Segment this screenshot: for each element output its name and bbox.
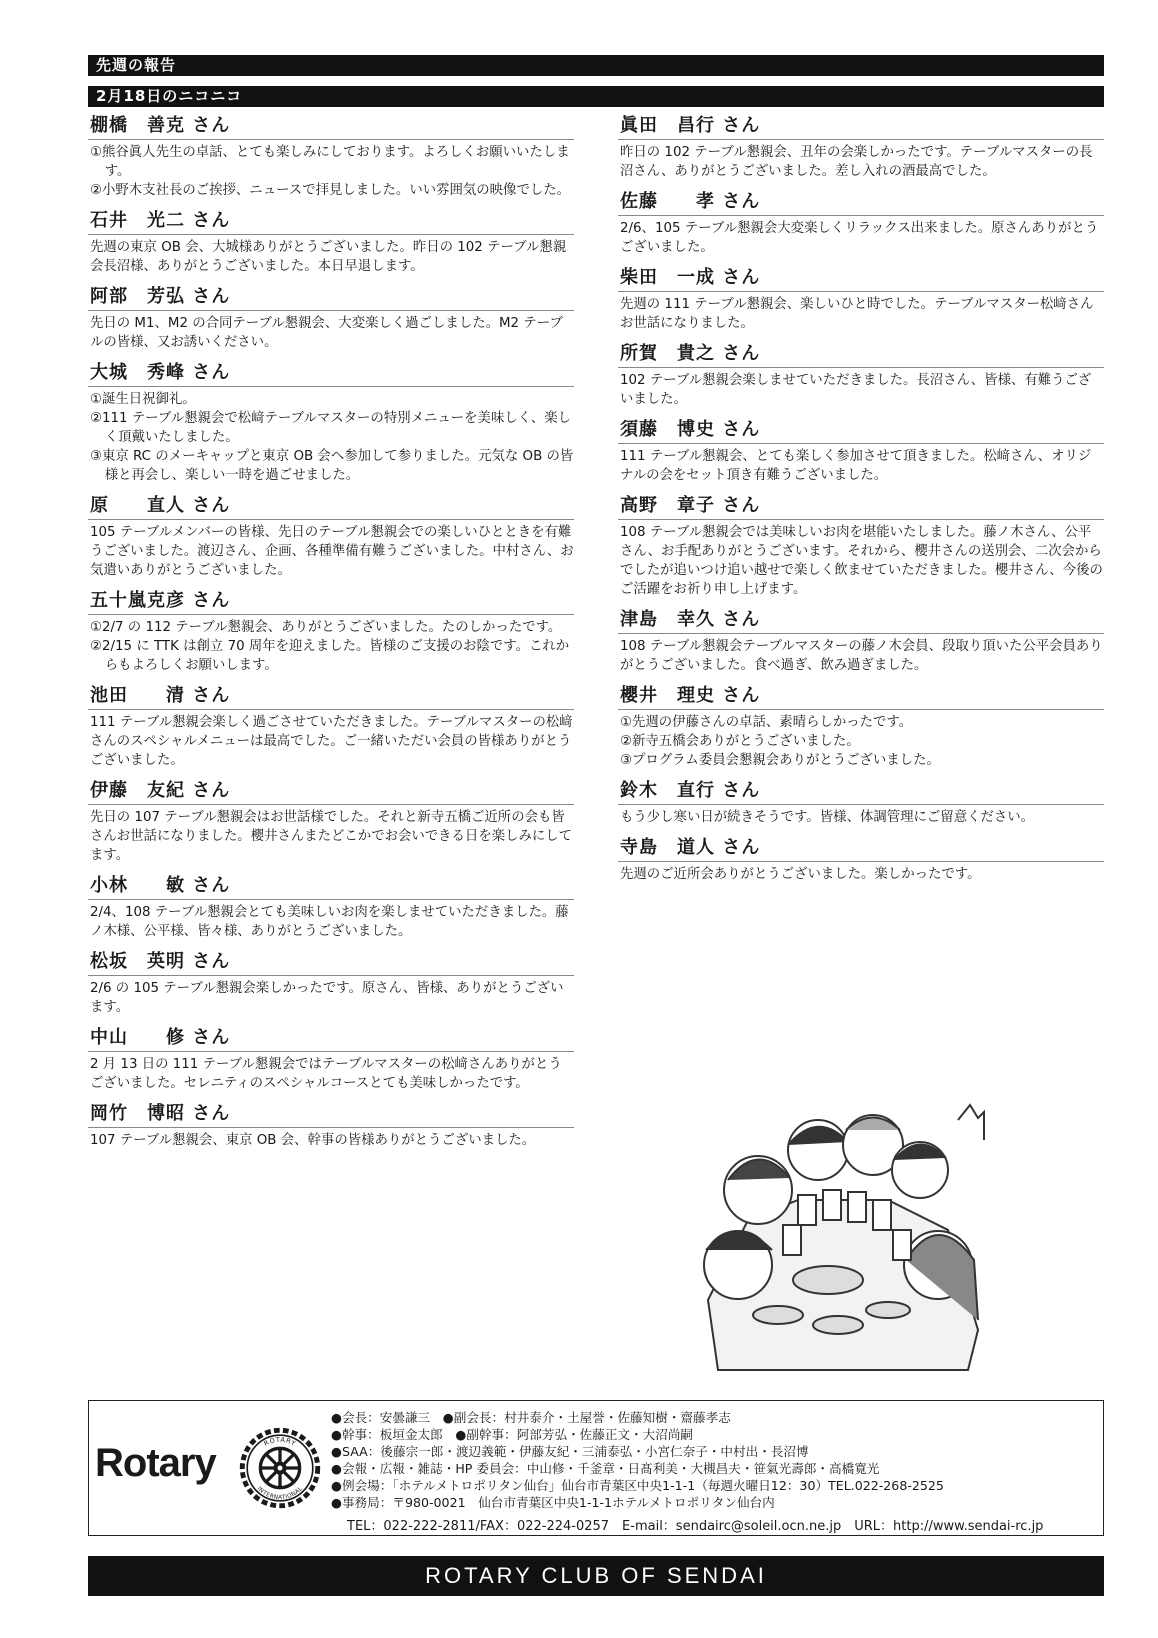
member-message xyxy=(88,903,574,941)
left-column xyxy=(88,113,574,1158)
info-line: ●幹事：板垣金太郎 ●副幹事：阿部芳弘・佐藤正文・大沼尚嗣 xyxy=(331,1427,694,1442)
message-line: 先日の M1、M2 の合同テーブル懇親会、大変楽しく過ごしました。M2 テーブルの皆様、又お誘いください。 xyxy=(90,316,563,350)
rotary-wheel-icon xyxy=(239,1427,321,1509)
message-line: 先週のご近所会ありがとうございました。楽しかったです。 xyxy=(620,867,981,882)
member-name: 鈴木 直行 さん xyxy=(618,778,1104,805)
nikoniko-entry xyxy=(88,778,574,865)
message-line: 108 テーブル懇親会では美味しいお肉を堪能いたしました。藤ノ木さん、公平さん、お手配ありがとうございます。それから、櫻井さんの送別会、二次会からでしたが追いつけ追い越せで楽しく飲ませていただきました。櫻井さん、今後のご活躍をお祈り申し上げます。 xyxy=(620,525,1103,597)
nikoniko-entry xyxy=(88,493,574,580)
message-line: 107 テーブル懇親会、東京 OB 会、幹事の皆様ありがとうございました。 xyxy=(90,1133,536,1148)
message-line: 2 月 13 日の 111 テーブル懇親会ではテーブルマスターの松﨑さんありがとうございました。セレニティのスペシャルコースとても美味しかったです。 xyxy=(90,1057,562,1091)
nikoniko-entry xyxy=(88,1101,574,1150)
nikoniko-entry xyxy=(618,835,1104,884)
member-name: 櫻井 理史 さん xyxy=(618,683,1104,710)
toast-illustration xyxy=(688,1100,988,1380)
message-line: もう少し寒い日が続きそうです。皆様、体調管理にご留意ください。 xyxy=(620,810,1035,825)
message-line: 2/4、108 テーブル懇親会とても美味しいお肉を楽しませていただきました。藤ノ木様、公平様、皆々様、ありがとうございました。 xyxy=(90,905,569,939)
member-name: 津島 幸久 さん xyxy=(618,607,1104,634)
nikoniko-entry xyxy=(88,683,574,770)
member-name: 池田 清 さん xyxy=(88,683,574,710)
nikoniko-entry xyxy=(618,189,1104,257)
nikoniko-entry xyxy=(88,1025,574,1093)
message-line: ③東京 RC のメーキャップと東京 OB 会へ参加して参りました。元気な OB の皆様と再会し、楽しい一時を過ごせました。 xyxy=(90,449,574,483)
section-title: 先週の報告 xyxy=(96,56,177,74)
member-name: 中山 修 さん xyxy=(88,1025,574,1052)
member-name: 寺島 道人 さん xyxy=(618,835,1104,862)
member-name: 眞田 昌行 さん xyxy=(618,113,1104,140)
message-line: 102 テーブル懇親会楽しませていただきました。長沼さん、皆様、有難うございました。 xyxy=(620,373,1092,407)
member-message xyxy=(88,143,574,200)
member-message xyxy=(88,808,574,865)
message-line: ①先週の伊藤さんの卓話、素晴らしかったです。 xyxy=(620,715,913,730)
info-line: ●会報・広報・雑誌・HP 委員会：中山修・千釜章・日髙利美・大槻昌夫・笹氣光壽郎・高橋寛光 xyxy=(331,1461,880,1476)
message-line: 2/6 の 105 テーブル懇親会楽しかったです。原さん、皆様、ありがとうございます。 xyxy=(90,981,564,1015)
message-line: ②111 テーブル懇親会で松﨑テーブルマスターの特別メニューを美味しく、楽しく頂戴いたしました。 xyxy=(90,411,572,445)
member-name: 岡竹 博昭 さん xyxy=(88,1101,574,1128)
message-line: ①2/7 の 112 テーブル懇親会、ありがとうございました。たのしかったです。 xyxy=(90,620,562,635)
nikoniko-entry xyxy=(88,873,574,941)
message-line: ②小野木支社長のご挨拶、ニュースで拝見しました。いい雰囲気の映像でした。 xyxy=(90,183,571,198)
nikoniko-entry xyxy=(618,265,1104,333)
member-message xyxy=(88,390,574,485)
member-name: 高野 章子 さん xyxy=(618,493,1104,520)
sub-title: 2月18日のニコニコ xyxy=(96,87,243,105)
member-message xyxy=(88,1131,574,1150)
member-name: 棚橋 善克 さん xyxy=(88,113,574,140)
message-line: ②2/15 に TTK は創立 70 周年を迎えました。皆様のご支援のお陰です。これからもよろしくお願いします。 xyxy=(90,639,570,673)
member-message xyxy=(618,447,1104,485)
section-title-bar xyxy=(88,55,1104,76)
member-name: 小林 敏 さん xyxy=(88,873,574,900)
nikoniko-entry xyxy=(618,417,1104,485)
nikoniko-entry xyxy=(618,607,1104,675)
member-message xyxy=(88,314,574,352)
info-line: ●事務局：〒980-0021 仙台市青葉区中央1-1-1ホテルメトロポリタン仙台内 xyxy=(331,1495,775,1510)
member-name: 伊藤 友紀 さん xyxy=(88,778,574,805)
message-line: 昨日の 102 テーブル懇親会、丑年の会楽しかったです。テーブルマスターの長沼さん、ありがとうございました。差し入れの酒最高でした。 xyxy=(620,145,1093,179)
nikoniko-entry xyxy=(618,778,1104,827)
nikoniko-entry xyxy=(88,949,574,1017)
info-line: ●会長：安曇謙三 ●副会長：村井泰介・土屋誉・佐藤知樹・齋藤孝志 xyxy=(331,1410,731,1425)
info-line: ●SAA：後藤宗一郎・渡辺義範・伊藤友紀・三浦泰弘・小宮仁奈子・中村出・長沼博 xyxy=(331,1444,809,1459)
member-message xyxy=(618,713,1104,770)
member-name: 須藤 博史 さん xyxy=(618,417,1104,444)
member-message xyxy=(88,618,574,675)
member-message xyxy=(88,979,574,1017)
member-message xyxy=(88,1055,574,1093)
member-message xyxy=(618,371,1104,409)
member-name: 柴田 一成 さん xyxy=(618,265,1104,292)
message-line: 111 テーブル懇親会、とても楽しく参加させて頂きました。松﨑さん、オリジナルの会をセット頂き有難うございました。 xyxy=(620,449,1092,483)
wheel-text-bottom: INTERNATIONAL xyxy=(255,1485,305,1502)
member-message xyxy=(88,523,574,580)
message-line: ①誕生日祝御礼。 xyxy=(90,392,196,407)
member-name: 五十嵐克彦 さん xyxy=(88,588,574,615)
rotary-logo-text: Rotary xyxy=(95,1441,216,1485)
club-name-bar xyxy=(88,1556,1104,1596)
nikoniko-entry xyxy=(618,113,1104,181)
member-message xyxy=(618,865,1104,884)
member-name: 所賀 貴之 さん xyxy=(618,341,1104,368)
message-line: 108 テーブル懇親会テーブルマスターの藤ノ木会員、段取り頂いた公平会員ありがとうございました。食べ過ぎ、飲み過ぎました。 xyxy=(620,639,1103,673)
nikoniko-entry xyxy=(88,360,574,485)
nikoniko-entry xyxy=(88,284,574,352)
member-message xyxy=(618,808,1104,827)
nikoniko-entry xyxy=(88,113,574,200)
member-message xyxy=(618,219,1104,257)
wheel-text-top: ROTARY xyxy=(262,1435,298,1448)
nikoniko-entry xyxy=(88,588,574,675)
message-line: ②新寺五橋会ありがとうございました。 xyxy=(620,734,860,749)
message-line: 2/6、105 テーブル懇親会大変楽しくリラックス出来ました。原さんありがとうございました。 xyxy=(620,221,1099,255)
member-message xyxy=(88,238,574,276)
club-info-box xyxy=(88,1400,1104,1536)
message-line: ③プログラム委員会懇親会ありがとうございました。 xyxy=(620,753,940,768)
message-line: 先日の 107 テーブル懇親会はお世話様でした。それと新寺五橋ご近所の会も皆さんお世話になりました。櫻井さんまたどこかでお会いできる日を楽しみにしてます。 xyxy=(90,810,573,863)
sub-title-bar xyxy=(88,86,1104,107)
member-message xyxy=(618,143,1104,181)
club-name: ROTARY CLUB OF SENDAI xyxy=(425,1563,767,1588)
member-message xyxy=(618,523,1104,599)
message-line: 105 テーブルメンバーの皆様、先日のテーブル懇親会での楽しいひとときを有難うございました。渡辺さん、企画、各種準備有難うございました。中村さん、お気遣いありがとうございました。 xyxy=(90,525,574,578)
member-name: 松坂 英明 さん xyxy=(88,949,574,976)
member-message xyxy=(618,295,1104,333)
right-column xyxy=(618,113,1104,892)
member-message xyxy=(618,637,1104,675)
member-name: 大城 秀峰 さん xyxy=(88,360,574,387)
nikoniko-entry xyxy=(618,683,1104,770)
member-name: 佐藤 孝 さん xyxy=(618,189,1104,216)
member-name: 石井 光二 さん xyxy=(88,208,574,235)
contact-line: TEL：022-222-2811/FAX：022-224-0257 E-mail：sendairc@soleil.ocn.ne.jp URL：http://www.sendai-rc.jp xyxy=(347,1519,1044,1534)
nikoniko-entry xyxy=(618,341,1104,409)
info-line: ●例会場：「ホテルメトロポリタン仙台」仙台市青葉区中央1-1-1（毎週火曜日12：30）TEL.022-268-2525 xyxy=(331,1478,944,1493)
nikoniko-entry xyxy=(88,208,574,276)
nikoniko-entry xyxy=(618,493,1104,599)
club-info-list xyxy=(331,1409,944,1511)
message-line: 111 テーブル懇親会楽しく過ごさせていただきました。テーブルマスターの松﨑さんのスペシャルメニューは最高でした。ご一緒いただい会員の皆様ありがとうございました。 xyxy=(90,715,573,768)
member-name: 原 直人 さん xyxy=(88,493,574,520)
message-line: ①熊谷眞人先生の卓話、とても楽しみにしております。よろしくお願いいたします。 xyxy=(90,145,570,179)
message-line: 先週の東京 OB 会、大城様ありがとうございました。昨日の 102 テーブル懇親会長沼様、ありがとうございました。本日早退します。 xyxy=(90,240,567,274)
member-message xyxy=(88,713,574,770)
message-line: 先週の 111 テーブル懇親会、楽しいひと時でした。テーブルマスター松﨑さんお世話になりました。 xyxy=(620,297,1094,331)
member-name: 阿部 芳弘 さん xyxy=(88,284,574,311)
